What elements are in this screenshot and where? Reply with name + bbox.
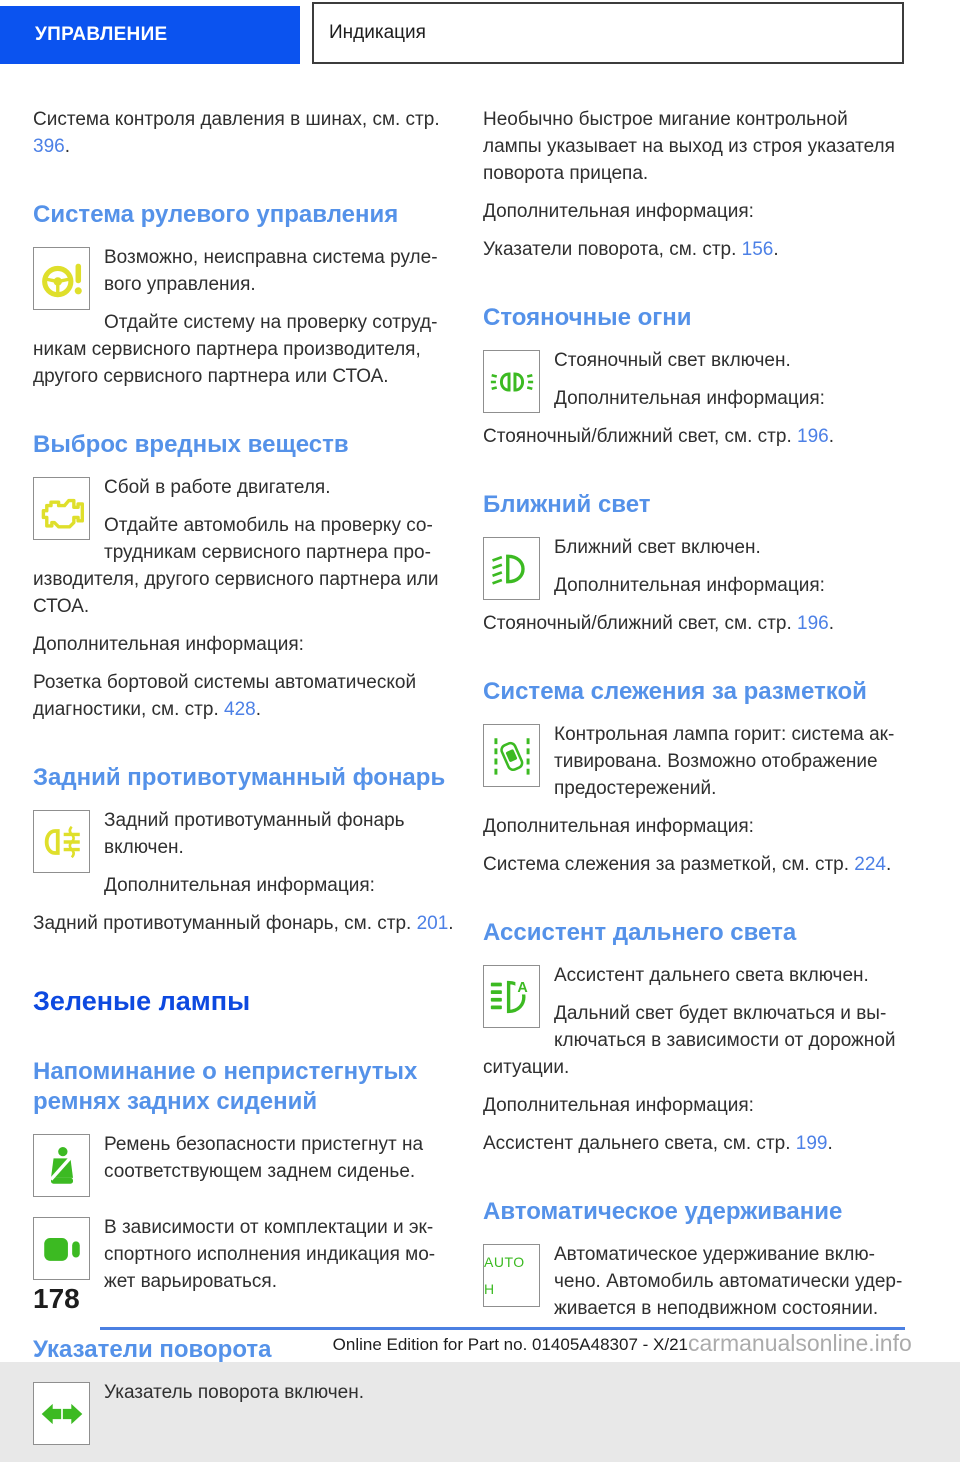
high-beam-assist-icon <box>483 965 540 1028</box>
svg-text:A: A <box>516 979 528 996</box>
paragraph <box>483 610 905 637</box>
text-run: . <box>773 239 779 260</box>
text-run: Указатель поворота включен. <box>104 1382 364 1403</box>
paragraph <box>33 669 455 723</box>
icon-label: AUTO H <box>484 1253 525 1297</box>
text-run: Стояночный свет включен. <box>554 350 791 371</box>
paragraph <box>33 1131 455 1185</box>
text-run: . <box>886 854 892 875</box>
content-columns <box>0 106 960 1462</box>
text-run: Отдайте автомобиль на проверку сотрудникам сервисного партнера производителя, другого сервисного партнера или СТОА. <box>33 515 439 617</box>
chapter-tab <box>0 6 300 64</box>
paragraph <box>483 1092 905 1119</box>
auto-hold-icon <box>483 1244 540 1307</box>
paragraph <box>483 385 905 412</box>
paragraph <box>483 1130 905 1157</box>
paragraph <box>33 106 455 160</box>
indicator-parking-lights <box>483 347 905 450</box>
text-run: Ремень безопасности пристегнут на соответствующем заднем сиденье. <box>104 1134 424 1182</box>
text-run: В зависимости от комплектации и экспортного исполнения индикация может варьироваться. <box>104 1217 436 1292</box>
paragraph <box>483 347 905 374</box>
text-run: Контрольная лампа горит: система активирована. Возможно отображение предостережений. <box>554 724 895 799</box>
section-heading: Указатели поворота <box>33 1336 272 1363</box>
paragraph <box>483 572 905 599</box>
lane-tracking-icon <box>483 724 540 787</box>
paragraph <box>33 512 455 620</box>
indicator-low-beam <box>483 534 905 637</box>
text-run: Задний противотуманный фонарь, см. стр. <box>33 913 417 934</box>
page-link[interactable]: 428 <box>224 699 256 720</box>
page-number: 178 <box>33 1283 80 1314</box>
text-run: . <box>448 913 454 934</box>
paragraph <box>33 309 455 390</box>
paragraph <box>33 1379 455 1406</box>
chapter-heading: Зеленые лампы <box>33 986 251 1016</box>
text-run: Необычно быстрое мигание контрольной лампы указывает на выход из строя указателя поворота прицепа. <box>483 109 895 184</box>
paragraph <box>33 1214 455 1295</box>
section-heading: Ближний свет <box>483 491 651 518</box>
section-tab-label: Индикация <box>329 22 426 43</box>
text-run: Дополнительная информация: <box>554 575 825 596</box>
text-run: Дополнительная информация: <box>483 201 754 222</box>
section-heading: Система рулевого управления <box>33 201 399 228</box>
section-tab <box>312 2 904 64</box>
text-run: Розетка бортовой системы автоматической диагностики, см. стр. <box>33 672 417 720</box>
section-heading: Автоматическое удерживание <box>483 1198 843 1225</box>
indicator-rear-seat-belt <box>33 1131 455 1203</box>
text-run: Дополнительная информация: <box>33 634 304 655</box>
text-run: Задний противотуманный фонарь включен. <box>104 810 405 858</box>
text-run: Дополнительная информация: <box>483 1095 754 1116</box>
page-link[interactable]: 156 <box>741 239 774 260</box>
paragraph <box>483 1241 905 1322</box>
right-column <box>483 106 905 1462</box>
paragraph <box>483 534 905 561</box>
paragraph <box>483 813 905 840</box>
chapter-tab-label: УПРАВЛЕНИЕ <box>35 24 168 45</box>
turn-signal-icon <box>33 1382 90 1445</box>
left-column <box>33 106 455 1462</box>
text-run: . <box>255 699 261 720</box>
page-link[interactable]: 201 <box>416 913 449 934</box>
indicator-high-beam-assist <box>483 962 905 1081</box>
text-run: Ассистент дальнего света включен. <box>554 965 869 986</box>
paragraph <box>483 236 905 263</box>
text-run: . <box>828 613 834 634</box>
paragraph <box>33 910 455 937</box>
low-beam-icon <box>483 537 540 600</box>
paragraph <box>33 807 455 861</box>
page-header <box>0 0 960 64</box>
text-run: Стояночный/ближний свет, см. стр. <box>483 426 798 447</box>
parking-lights-icon <box>483 350 540 413</box>
text-run: Сбой в работе двигателя. <box>104 477 331 498</box>
edition-text: Online Edition for Part no. 01405A48307 - X/21 <box>332 1335 688 1354</box>
indicator-lane-tracking <box>483 721 905 802</box>
text-run: Стояночный/ближний свет, см. стр. <box>483 613 798 634</box>
section-heading: Система слежения за разметкой <box>483 678 867 705</box>
section-heading: Напоминание о непристегнутых ремнях задних сидений <box>33 1058 418 1115</box>
text-run: . <box>64 136 70 157</box>
indicator-steering-fault <box>33 244 455 390</box>
paragraph <box>33 474 455 501</box>
text-run: Дальний свет будет включаться и выключаться в зависимости от дорожной ситуации. <box>483 1003 896 1078</box>
page-link[interactable]: 199 <box>795 1133 828 1154</box>
paragraph <box>483 721 905 802</box>
paragraph <box>483 1000 905 1081</box>
text-run: Дополнительная информация: <box>554 388 825 409</box>
section-heading: Задний противотуманный фонарь <box>33 764 446 791</box>
paragraph <box>33 631 455 658</box>
engine-icon <box>33 477 90 540</box>
paragraph <box>483 198 905 225</box>
paragraph <box>33 872 455 899</box>
page-link[interactable]: 196 <box>797 426 829 447</box>
steering-warning-icon <box>33 247 90 310</box>
text-run: Система контроля давления в шинах, см. стр. <box>33 109 440 130</box>
page-link[interactable]: 224 <box>854 854 886 875</box>
paragraph <box>483 962 905 989</box>
text-run: . <box>827 1133 833 1154</box>
text-run: Отдайте систему на проверку сотрудникам сервисного партнера производителя, другого сервисного партнера или СТОА. <box>33 312 438 387</box>
paragraph <box>483 851 905 878</box>
section-heading: Стояночные огни <box>483 304 692 331</box>
text-run: Дополнительная информация: <box>104 875 375 896</box>
text-run: Возможно, неисправна система рулевого управления. <box>104 247 438 295</box>
section-heading: Выброс вредных веществ <box>33 431 349 458</box>
page-link[interactable]: 396 <box>33 136 65 157</box>
watermark-link[interactable]: carmanualsonline.info <box>688 1330 912 1356</box>
indicator-rear-fog-light <box>33 807 455 899</box>
indicator-rear-seat-variant <box>33 1214 455 1295</box>
indicator-turn-signal <box>33 1379 455 1451</box>
indicator-engine-emission <box>33 474 455 620</box>
text-run: Автоматическое удерживание включено. Автомобиль автоматически удерживается в неподвижном состоянии. <box>554 1244 903 1319</box>
text-run: Дополнительная информация: <box>483 816 754 837</box>
rear-fog-light-icon <box>33 810 90 873</box>
page-link[interactable]: 196 <box>797 613 829 634</box>
indicator-auto-hold <box>483 1241 905 1322</box>
text-run: Система слежения за разметкой, см. стр. <box>483 854 855 875</box>
section-heading: Ассистент дальнего света <box>483 919 797 946</box>
text-run: Ближний свет включен. <box>554 537 761 558</box>
paragraph <box>33 244 455 298</box>
text-run: . <box>828 426 834 447</box>
paragraph <box>483 423 905 450</box>
rear-seat-icon <box>33 1217 90 1280</box>
text-run: Ассистент дальнего света, см. стр. <box>483 1133 796 1154</box>
seat-belt-icon <box>33 1134 90 1197</box>
paragraph <box>483 106 905 187</box>
text-run: Указатели поворота, см. стр. <box>483 239 742 260</box>
